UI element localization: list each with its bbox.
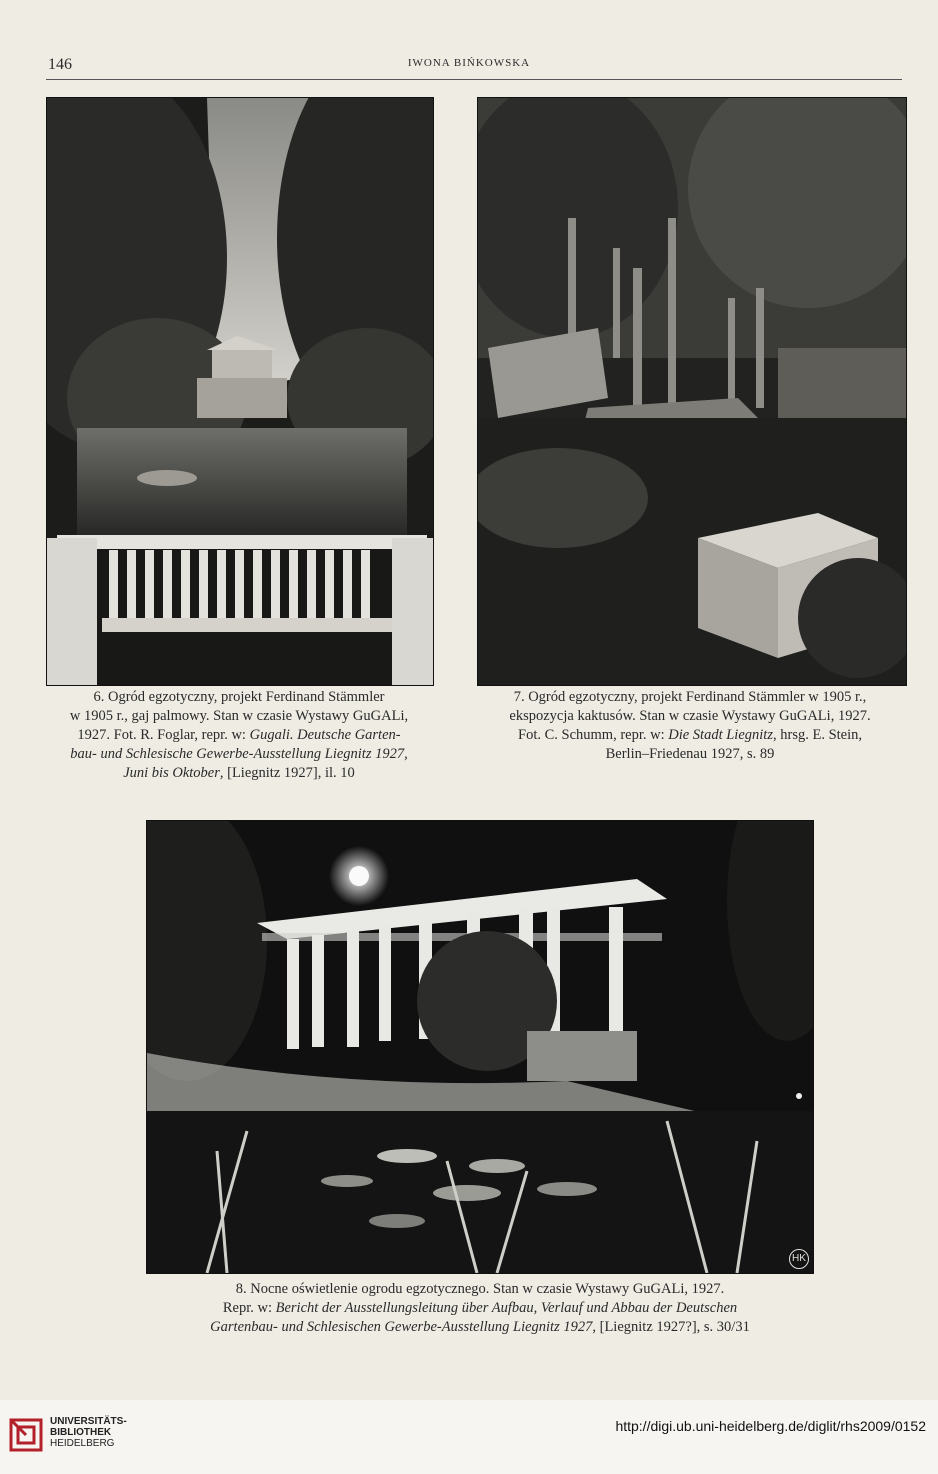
- library-logo-icon: [8, 1417, 44, 1453]
- running-header-author: IWONA BIŃKOWSKA: [407, 57, 531, 69]
- figure-7-photo: [477, 97, 907, 686]
- page-number: 146: [48, 56, 72, 73]
- figure-7-caption: 7. Ogród egzotyczny, projekt Ferdinand Stämmler w 1905 r., ekspozycja kaktusów. Stan w czasie Wystawy GuGALi, 1927. Fot. C. Schumm, repr. w: Die Stadt Liegnitz, hrsg. E. Stein, Berlin–Friedenau 1927, s. 89: [509, 689, 871, 762]
- figure-6-caption: 6. Ogród egzotyczny, projekt Ferdinand Stämmler w 1905 r., gaj palmowy. Stan w czasie Wystawy GuGALi, 1927. Fot. R. Foglar, repr. w: Gugali. Deutsche Garten- bau- und Schlesische Gewerbe-Ausstellung Liegnitz 1927, Juni bis Oktober, [Liegnitz 1927], il. 10: [69, 689, 409, 781]
- library-name: UNIVERSITÄTS- BIBLIOTHEK HEIDELBERG: [50, 1416, 127, 1449]
- figure-6-photo: [46, 97, 434, 686]
- source-url-link[interactable]: http://digi.ub.uni-heidelberg.de/diglit/rhs2009/0152: [615, 1418, 926, 1434]
- library-footer: [0, 1400, 938, 1474]
- photo-mark: HK: [789, 1249, 809, 1269]
- figure-8-caption: 8. Nocne oświetlenie ogrodu egzotycznego. Stan w czasie Wystawy GuGALi, 1927. Repr. w: Bericht der Ausstellungsleitung über Aufbau, Verlauf und Abbau der Deutschen Gartenbau- und Schlesischen Gewerbe-Ausstellung Liegnitz 1927, [Liegnitz 1927?], s. 30/31: [210, 1281, 750, 1335]
- header-rule: [46, 79, 902, 80]
- figure-8-photo: [146, 820, 814, 1274]
